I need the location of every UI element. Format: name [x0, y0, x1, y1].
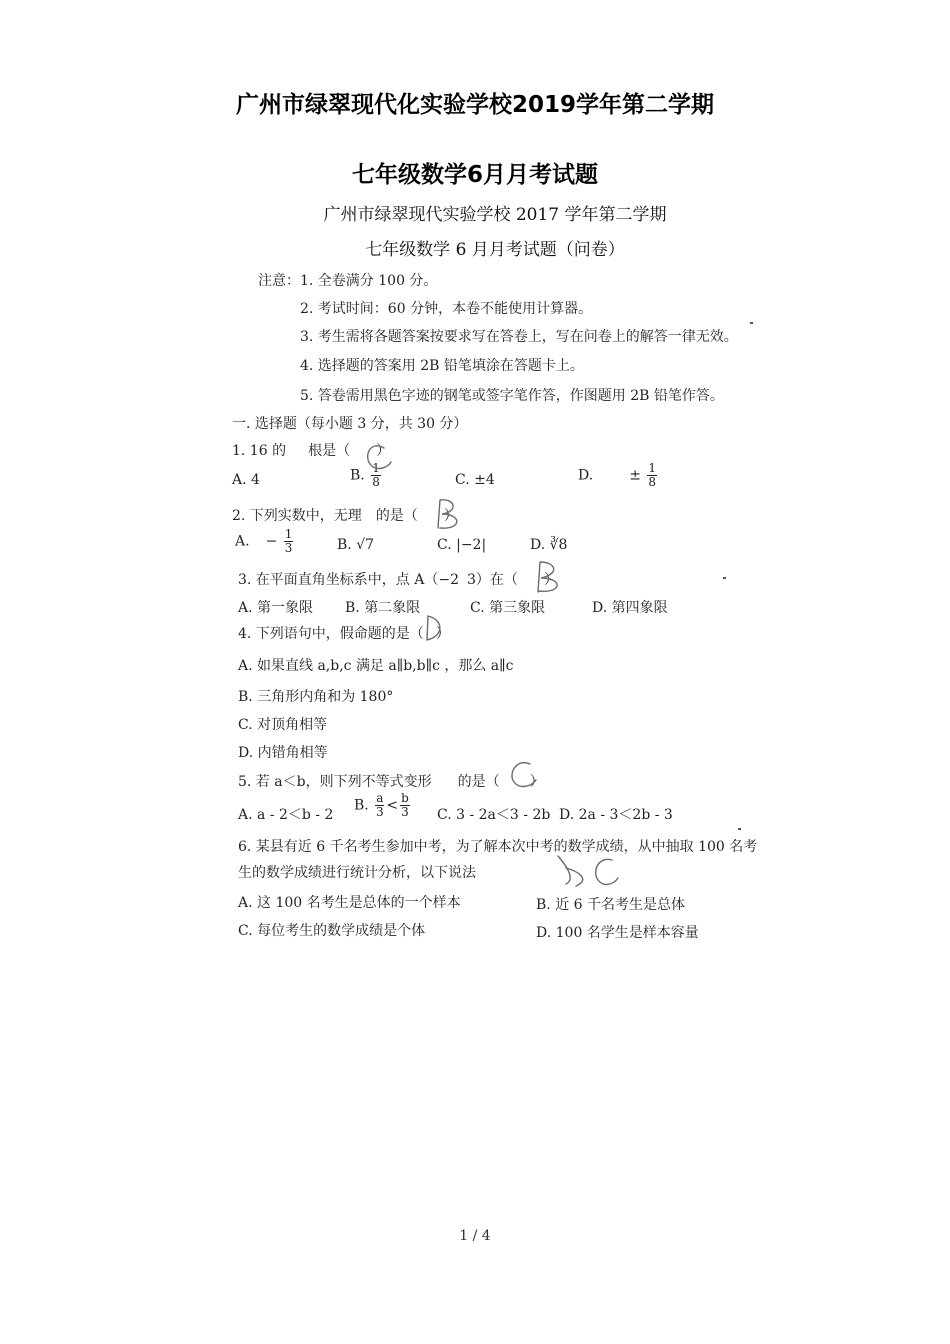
notes-label: 注意：	[258, 273, 300, 289]
question-5-stem: 5. 若 a＜b，则下列不等式变形 的是（ ）	[238, 774, 544, 790]
question-2-option-b: B. √7	[337, 537, 375, 553]
question-1-option-c: C. ±4	[455, 472, 495, 488]
question-6-option-c: C. 每位考生的数学成绩是个体	[238, 923, 426, 939]
question-2-option-d: D. ∛8	[530, 537, 568, 553]
scan-speck	[750, 322, 753, 324]
question-2-option-a: A. − $\frac{1}{3}$	[235, 527, 293, 555]
question-5-option-d: D. 2a - 3＜2b - 3	[559, 807, 673, 823]
note-item: 2. 考试时间：60 分钟，本卷不能使用计算器。	[300, 301, 593, 317]
handwritten-answer-b-q3	[538, 562, 557, 592]
question-2-option-c: C. |−2|	[437, 537, 487, 553]
question-6-option-b: B. 近 6 千名考生是总体	[536, 897, 685, 913]
question-3-option-b: B. 第二象限	[345, 600, 421, 616]
question-3-option-a: A. 第一象限	[238, 600, 314, 616]
page-number: 1 / 4	[459, 1228, 491, 1244]
scan-speck	[723, 577, 726, 579]
question-3-option-c: C. 第三象限	[470, 600, 546, 616]
scan-header-school: 广州市绿翠现代实验学校 2017 学年第二学期	[323, 205, 667, 225]
question-4-option-c: C. 对顶角相等	[238, 717, 328, 733]
note-item: 3. 考生需将各题答案按要求写在答卷上，写在问卷上的解答一律无效。	[300, 329, 738, 345]
question-1-option-d: D. ± $\frac{1}{8}$	[578, 461, 657, 489]
question-2-stem: 2. 下列实数中，无理 的是（ ）	[232, 508, 458, 524]
scan-header-exam: 七年级数学 6 月月考试题（问卷）	[365, 240, 625, 260]
note-item: 5. 答卷需用黑色字迹的钢笔或签字笔作答，作图题用 2B 铅笔作答。	[300, 388, 724, 404]
question-1-option-b: B. $\frac{1}{8}$	[350, 461, 380, 489]
question-4-stem: 4. 下列语句中，假命题的是（ ）	[238, 626, 450, 642]
question-3-stem: 3. 在平面直角坐标系中，点 A（−2 3）在（ ）	[238, 572, 558, 588]
document-title-line1: 广州市绿翠现代化实验学校2019学年第二学期	[235, 92, 714, 118]
handwritten-answer-b-q2	[438, 500, 457, 528]
note-item: 1. 全卷满分 100 分。	[300, 273, 438, 289]
question-6-option-d: D. 100 名学生是样本容量	[536, 925, 699, 941]
handwritten-answer-bc-q6	[558, 856, 618, 886]
question-1-stem: 1. 16 的 根是（ ）	[232, 443, 391, 459]
scan-speck	[738, 828, 741, 830]
question-4-option-a: A. 如果直线 a,b,c 满足 a∥b,b∥c ，那么 a∥c	[238, 658, 514, 674]
handwritten-answer-c-q1	[368, 446, 391, 469]
question-5-option-c: C. 3 - 2a＜3 - 2b	[437, 807, 551, 823]
question-4-option-b: B. 三角形内角和为 180°	[238, 689, 394, 705]
question-6-stem-line1: 6. 某县有近 6 千名考生参加中考，为了解本次中考的数学成绩，从中抽取 100 名考	[238, 839, 758, 855]
section-heading: 一. 选择题（每小题 3 分，共 30 分）	[232, 416, 468, 432]
question-5-option-b: B. $\frac{a}{3}$ < $\frac{b}{3}$	[354, 791, 409, 819]
question-6-option-a: A. 这 100 名考生是总体的一个样本	[238, 895, 461, 911]
note-item: 4. 选择题的答案用 2B 铅笔填涂在答题卡上。	[300, 358, 584, 374]
question-6-stem-line2: 生的数学成绩进行统计分析，以下说法	[238, 865, 476, 881]
question-3-option-d: D. 第四象限	[592, 600, 668, 616]
question-1-option-a: A. 4	[232, 472, 260, 488]
handwritten-answer-c-q5	[512, 763, 536, 787]
question-5-option-a: A. a - 2＜b - 2	[238, 807, 334, 823]
document-title-line2: 七年级数学6月月考试题	[351, 162, 598, 188]
question-4-option-d: D. 内错角相等	[238, 745, 328, 761]
handwritten-answer-d-q4	[427, 616, 440, 640]
